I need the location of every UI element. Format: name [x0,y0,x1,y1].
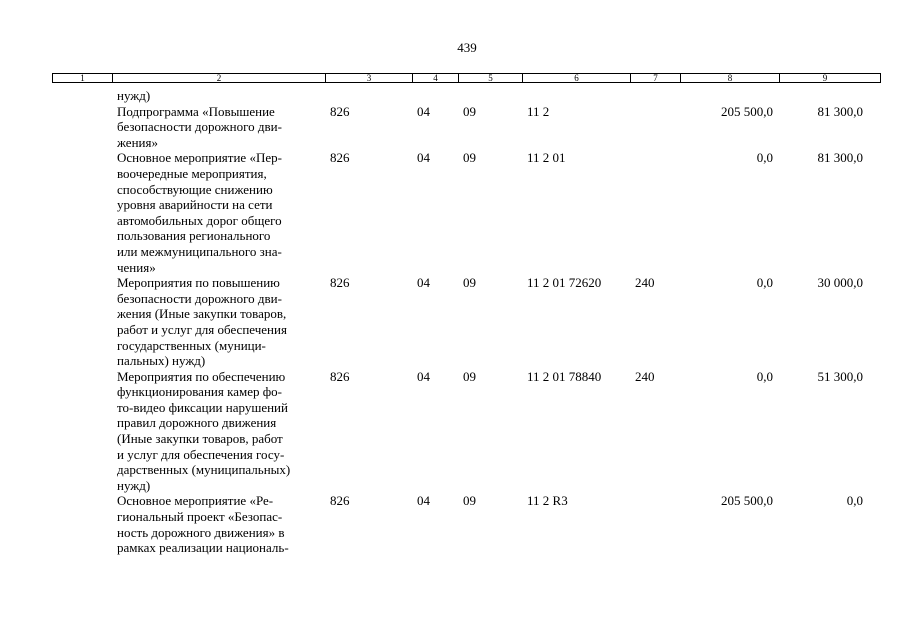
target-article-cell: 11 2 [527,103,550,119]
item-name-cell: Подпрограмма «Повышение безопасности дорожного дви- жения» [117,103,282,150]
table-row [52,369,881,494]
amount-col9-cell: 81 300,0 [817,103,863,119]
item-name-cell: Мероприятия по повышению безопасности дорожного дви- жения (Иные закупки товаров, работ и услуг для обеспечения государственных (муници- пальных) нужд) [117,275,287,369]
subsection-code-cell: 09 [463,275,476,291]
subsection-code-cell: 09 [463,103,476,119]
item-name-cell: Основное мероприятие «Ре- гиональный проект «Безопас- ность дорожного движения» в рамках реализации националь- [117,493,289,556]
amount-col9-cell: 30 000,0 [817,275,863,291]
amount-col9-cell: 81 300,0 [817,150,863,166]
target-article-cell: 11 2 01 78840 [527,368,602,384]
amount-col8-cell: 205 500,0 [721,103,773,119]
item-name-cell: Мероприятия по обеспечению функционирования камер фо- то-видео фиксации нарушений правил дорожного движения (Иные закупки товаров, работ и услуг для обеспечения госу- дарственных (муниципальных) нужд) [117,368,291,493]
page-number: 439 [457,40,477,55]
column-number: 6 [523,74,631,82]
subsection-code-cell [458,88,522,104]
row-number-cell [52,104,112,151]
ministry-code-cell: 826 [330,275,350,291]
row-number-cell [52,88,112,104]
amount-col8-cell: 0,0 [756,368,773,384]
target-article-cell [522,88,630,104]
subsection-code-cell: 09 [463,368,476,384]
section-code-cell: 04 [417,150,430,166]
ministry-code-cell: 826 [330,150,350,166]
amount-col8-cell: 0,0 [756,275,773,291]
expense-type-cell: 240 [635,368,655,384]
row-number-cell [52,369,112,494]
row-number-cell [52,275,112,369]
expense-type-cell [630,104,680,151]
table-row [52,88,881,104]
subsection-code-cell: 09 [463,493,476,509]
column-number: 8 [681,74,780,82]
amount-col8-cell: 0,0 [756,150,773,166]
subsection-code-cell: 09 [463,150,476,166]
item-name-cell: нужд) [117,88,151,103]
ministry-code-cell [325,88,412,104]
column-number: 7 [631,74,681,82]
section-code-cell: 04 [417,493,430,509]
section-code-cell: 04 [417,103,430,119]
row-number-cell [52,150,112,275]
amount-col9-cell [779,88,869,104]
column-number: 5 [459,74,523,82]
expense-type-cell: 240 [635,275,655,291]
target-article-cell: 11 2 01 [527,150,566,166]
ministry-code-cell: 826 [330,368,350,384]
column-number: 2 [113,74,326,82]
expense-type-cell [630,88,680,104]
amount-col8-cell [680,88,779,104]
section-code-cell: 04 [417,275,430,291]
section-code-cell [412,88,458,104]
section-code-cell: 04 [417,368,430,384]
column-number: 9 [822,73,828,83]
target-article-cell: 11 2 R3 [527,493,568,509]
table-row [52,275,881,369]
table-column-header [52,73,881,83]
table-row [52,104,881,151]
ministry-code-cell: 826 [330,103,350,119]
table-row [52,150,881,275]
table-body [52,88,881,556]
column-number: 1 [53,74,113,82]
table-row [52,493,881,555]
expense-type-cell [630,493,680,555]
ministry-code-cell: 826 [330,493,350,509]
column-number: 4 [413,74,459,82]
column-number: 3 [326,74,413,82]
expense-type-cell [630,150,680,275]
item-name-cell: Основное мероприятие «Пер- воочередные мероприятия, способствующие снижению уровня аварийности на сети автомобильных дорог общего пользования регионального или межмуниципального зна- чения» [117,150,282,275]
amount-col9-cell: 0,0 [846,493,863,509]
row-number-cell [52,493,112,555]
amount-col9-cell: 51 300,0 [817,368,863,384]
amount-col8-cell: 205 500,0 [721,493,773,509]
target-article-cell: 11 2 01 72620 [527,275,602,291]
